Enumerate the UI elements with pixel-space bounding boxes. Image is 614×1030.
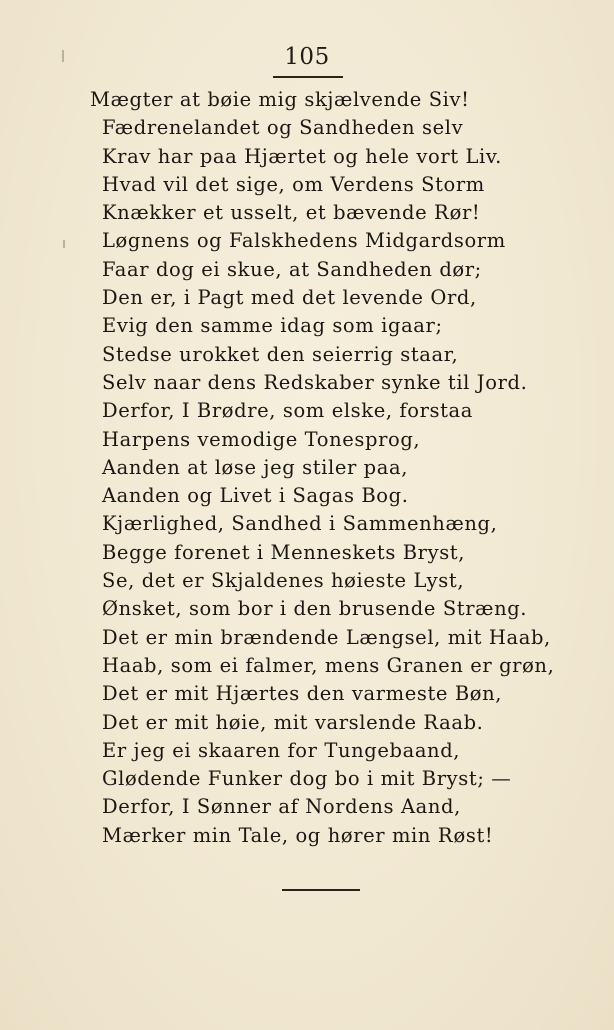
poem-line: Hvad vil det sige, om Verdens Storm — [102, 172, 485, 196]
poem-line: Mærker min Tale, og hører min Røst! — [102, 823, 494, 847]
page-number-rule — [273, 76, 343, 78]
poem-line: Er jeg ei skaaren for Tungebaand, — [102, 738, 461, 762]
poem-line: Begge forenet i Menneskets Bryst, — [102, 540, 466, 564]
poem-line: Fædrenelandet og Sandheden selv — [102, 116, 464, 140]
poem-line: Det er mit Hjærtes den varmeste Bøn, — [102, 682, 503, 706]
poem-line: Derfor, I Sønner af Nordens Aand, — [102, 795, 461, 819]
poem-line: Se, det er Skjaldenes høieste Lyst, — [102, 569, 465, 593]
poem-line: Selv naar dens Redskaber synke til Jord. — [102, 370, 528, 394]
poem-line: Knækker et usselt, et bævende Rør! — [102, 201, 481, 225]
poem-line: Aanden at løse jeg stiler paa, — [102, 455, 409, 479]
poem-line: Det er min brændende Længsel, mit Haab, — [102, 625, 551, 649]
poem-line: Harpens vemodige Tonesprog, — [102, 427, 421, 451]
closing-rule — [282, 889, 360, 891]
poem-line: Ønsket, som bor i den brusende Stræng. — [102, 597, 528, 621]
poem-line: Den er, i Pagt med det levende Ord, — [102, 286, 477, 310]
page-number: 105 — [284, 44, 330, 70]
poem-line: Haab, som ei falmer, mens Granen er grøn, — [102, 653, 555, 677]
margin-mark — [63, 240, 65, 248]
poem-line: Mægter at bøie mig skjælvende Siv! — [90, 88, 470, 111]
poem-line: Aanden og Livet i Sagas Bog. — [102, 484, 409, 508]
poem-text — [90, 86, 590, 850]
poem-line: Faar dog ei skue, at Sandheden dør; — [102, 257, 482, 281]
poem-line: Kjærlighed, Sandhed i Sammenhæng, — [102, 512, 498, 536]
poem-line: Det er mit høie, mit varslende Raab. — [102, 710, 484, 734]
poem-line: Evig den samme idag som igaar; — [102, 314, 443, 338]
poem-line: Glødende Funker dog bo i mit Bryst; — — [102, 767, 512, 791]
poem-line: Stedse urokket den seierrig staar, — [102, 342, 459, 366]
poem-line: Derfor, I Brødre, som elske, forstaa — [102, 399, 474, 423]
poem-line: Krav har paa Hjærtet og hele vort Liv. — [102, 144, 502, 168]
poem-line: Løgnens og Falskhedens Midgardsorm — [102, 229, 506, 253]
